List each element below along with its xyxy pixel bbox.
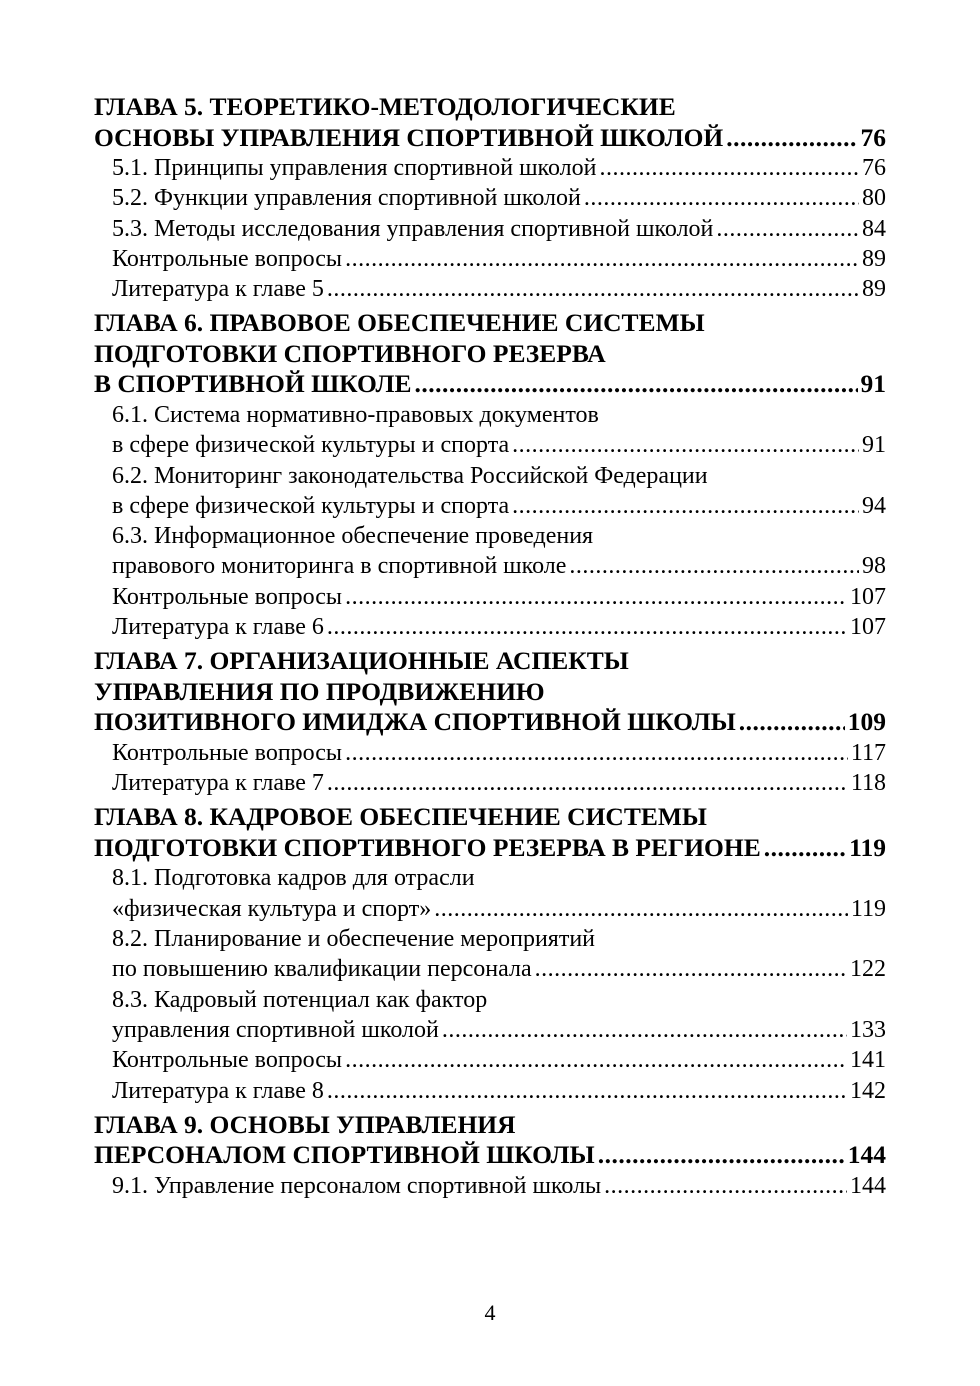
toc-entry-row <box>112 1015 886 1045</box>
dot-leader <box>716 214 859 244</box>
chapter-title-text: В СПОРТИВНОЙ ШКОЛЕ <box>94 369 412 399</box>
toc-entry[interactable] <box>94 768 886 798</box>
toc-entry-line: 8.3. Кадровый потенциал как фактор <box>112 986 488 1013</box>
toc-entry-page-number: 91 <box>862 432 886 459</box>
toc-entry-text: управления спортивной школой <box>112 1016 439 1043</box>
chapter-heading <box>94 308 886 400</box>
toc-entry-page-number: 84 <box>862 215 886 242</box>
chapter-title-text: ПОЗИТИВНОГО ИМИДЖА СПОРТИВНОЙ ШКОЛЫ <box>94 707 736 737</box>
toc-entry-page-number: 76 <box>862 155 886 181</box>
toc-entry-row <box>112 214 886 244</box>
dot-leader <box>345 582 847 612</box>
chapter-title-line: ГЛАВА 9. ОСНОВЫ УПРАВЛЕНИЯ <box>94 1109 516 1139</box>
toc-entry-text: в сфере физической культуры и спорта <box>112 432 510 459</box>
toc-entry-row <box>112 1171 886 1201</box>
chapter-title-entry[interactable] <box>94 833 886 864</box>
toc-entry-text: 5.2. Функции управления спортивной школой <box>112 185 581 212</box>
toc-entry-text: Контрольные вопросы <box>112 1047 343 1074</box>
chapter-page-number: 109 <box>847 707 886 737</box>
toc-entry[interactable] <box>94 183 886 213</box>
toc-entry[interactable] <box>94 985 886 1046</box>
toc-entry-row <box>112 954 886 984</box>
toc-entry-page-number: 89 <box>862 276 886 303</box>
toc-entry-page-number: 118 <box>850 770 886 797</box>
chapter-title-line: УПРАВЛЕНИЯ ПО ПРОДВИЖЕНИЮ <box>94 676 545 706</box>
chapter-title-entry[interactable] <box>94 1140 886 1171</box>
toc-entry-page-number: 133 <box>850 1016 886 1043</box>
chapter-block <box>94 92 886 304</box>
toc-entry-row <box>112 430 886 460</box>
dot-leader <box>512 491 859 521</box>
toc-entry-page-number: 117 <box>850 739 886 766</box>
chapter-title-text: ПОДГОТОВКИ СПОРТИВНОГО РЕЗЕРВА В РЕГИОНЕ <box>94 832 761 862</box>
toc-entry-text: по повышению квалификации персонала <box>112 956 532 983</box>
toc-entry-page-number: 119 <box>850 895 886 922</box>
chapter-block <box>94 802 886 1105</box>
toc-entry[interactable] <box>94 738 886 768</box>
chapter-title-line: ГЛАВА 5. ТЕОРЕТИКО-МЕТОДОЛОГИЧЕСКИЕ <box>94 92 676 121</box>
toc-entry[interactable] <box>94 274 886 304</box>
dot-leader <box>512 430 859 460</box>
toc-entry-text: в сфере физической культуры и спорта <box>112 492 510 519</box>
toc-entry[interactable] <box>94 582 886 612</box>
toc-entry-text: Контрольные вопросы <box>112 583 343 610</box>
toc-entry[interactable] <box>94 863 886 924</box>
toc-entry[interactable] <box>94 1076 886 1106</box>
toc-entry-page-number: 107 <box>850 614 886 641</box>
toc-entry-line: 6.3. Информационное обеспечение проведения <box>112 523 594 550</box>
toc-entry-page-number: 80 <box>862 185 886 212</box>
toc-entry-row <box>112 491 886 521</box>
dot-leader <box>345 244 859 274</box>
toc-entry[interactable] <box>94 1045 886 1075</box>
toc-entry-page-number: 141 <box>850 1047 886 1074</box>
toc-entry-text: 9.1. Управление персоналом спортивной школы <box>112 1172 602 1199</box>
toc-entry-text: 5.3. Методы исследования управления спортивной школой <box>112 215 714 242</box>
chapter-title-text: ОСНОВЫ УПРАВЛЕНИЯ СПОРТИВНОЙ ШКОЛОЙ <box>94 122 724 152</box>
chapter-page-number: 144 <box>847 1140 886 1170</box>
table-of-contents <box>94 92 886 1205</box>
dot-leader <box>434 894 848 924</box>
toc-entry-row <box>112 551 886 581</box>
dot-leader <box>569 551 859 581</box>
chapter-title-entry[interactable] <box>94 369 886 400</box>
toc-entry-row <box>112 274 886 304</box>
dot-leader <box>327 274 859 304</box>
toc-entry-page-number: 122 <box>850 956 886 983</box>
toc-entry[interactable] <box>94 1171 886 1201</box>
toc-entry-row <box>112 183 886 213</box>
toc-entry-row <box>112 582 886 612</box>
toc-entry[interactable] <box>94 924 886 985</box>
toc-entry-line: 8.2. Планирование и обеспечение мероприятий <box>112 926 595 953</box>
toc-entry-row <box>112 612 886 642</box>
toc-entry-page-number: 142 <box>850 1077 886 1104</box>
toc-entry-page-number: 144 <box>850 1172 886 1199</box>
dot-leader <box>327 768 848 798</box>
dot-leader <box>764 833 846 864</box>
toc-entry-text: Контрольные вопросы <box>112 739 343 766</box>
chapter-block <box>94 308 886 642</box>
dot-leader <box>726 123 857 154</box>
dot-leader <box>535 954 847 984</box>
toc-entry-line: 6.2. Мониторинг законодательства Российской Федерации <box>112 462 708 489</box>
chapter-page-number: 119 <box>849 832 886 862</box>
chapter-heading <box>94 646 886 738</box>
dot-leader <box>739 707 845 738</box>
toc-entry-text: Литература к главе 7 <box>112 770 324 797</box>
toc-entry-line: 8.1. Подготовка кадров для отрасли <box>112 865 475 892</box>
toc-entry-text: Контрольные вопросы <box>112 245 343 272</box>
toc-entry-line: 6.1. Система нормативно-правовых документов <box>112 401 599 428</box>
chapter-heading <box>94 92 886 153</box>
chapter-title-entry[interactable] <box>94 123 886 154</box>
toc-entry-page-number: 98 <box>862 553 886 580</box>
page-number: 4 <box>484 1300 496 1325</box>
toc-entry-row <box>112 153 886 183</box>
chapter-title-entry[interactable] <box>94 707 886 738</box>
toc-entry-text: 5.1. Принципы управления спортивной школой <box>112 155 597 181</box>
chapter-block <box>94 1110 886 1201</box>
toc-entry-page-number: 107 <box>850 583 886 610</box>
chapter-block <box>94 646 886 798</box>
toc-entry-text: Литература к главе 6 <box>112 614 324 641</box>
toc-entry-row <box>112 1045 886 1075</box>
toc-entry[interactable] <box>94 153 886 183</box>
dot-leader <box>415 369 858 400</box>
toc-entry[interactable] <box>94 612 886 642</box>
chapter-title-text: ПЕРСОНАЛОМ СПОРТИВНОЙ ШКОЛЫ <box>94 1140 595 1170</box>
toc-entry[interactable] <box>94 521 886 582</box>
dot-leader <box>327 1076 847 1106</box>
chapter-title-line: ПОДГОТОВКИ СПОРТИВНОГО РЕЗЕРВА <box>94 338 606 368</box>
toc-entry-page-number: 89 <box>862 245 886 272</box>
dot-leader <box>584 183 859 213</box>
toc-entry-text: правового мониторинга в спортивной школе <box>112 553 567 580</box>
toc-entry[interactable] <box>94 214 886 244</box>
chapter-page-number: 76 <box>860 122 886 152</box>
toc-entry[interactable] <box>94 400 886 461</box>
dot-leader <box>345 1045 847 1075</box>
toc-entry-text: Литература к главе 5 <box>112 276 324 303</box>
toc-entry-text: Литература к главе 8 <box>112 1077 324 1104</box>
toc-entry-page-number: 94 <box>862 492 886 519</box>
chapter-title-line: ГЛАВА 6. ПРАВОВОЕ ОБЕСПЕЧЕНИЕ СИСТЕМЫ <box>94 308 705 338</box>
chapter-page-number: 91 <box>860 369 886 399</box>
toc-entry-row <box>112 1076 886 1106</box>
dot-leader <box>345 738 848 768</box>
chapter-heading <box>94 802 886 863</box>
toc-entry[interactable] <box>94 244 886 274</box>
dot-leader <box>442 1015 847 1045</box>
dot-leader <box>600 153 860 183</box>
chapter-title-line: ГЛАВА 8. КАДРОВОЕ ОБЕСПЕЧЕНИЕ СИСТЕМЫ <box>94 802 707 832</box>
toc-entry-row <box>112 768 886 798</box>
dot-leader <box>598 1140 845 1171</box>
dot-leader <box>327 612 847 642</box>
chapter-heading <box>94 1110 886 1171</box>
toc-entry-row <box>112 894 886 924</box>
toc-entry-row <box>112 738 886 768</box>
toc-entry-row <box>112 244 886 274</box>
chapter-title-line: ГЛАВА 7. ОРГАНИЗАЦИОННЫЕ АСПЕКТЫ <box>94 646 629 676</box>
dot-leader <box>604 1171 847 1201</box>
toc-entry[interactable] <box>94 461 886 522</box>
toc-entry-text: «физическая культура и спорт» <box>112 895 432 922</box>
